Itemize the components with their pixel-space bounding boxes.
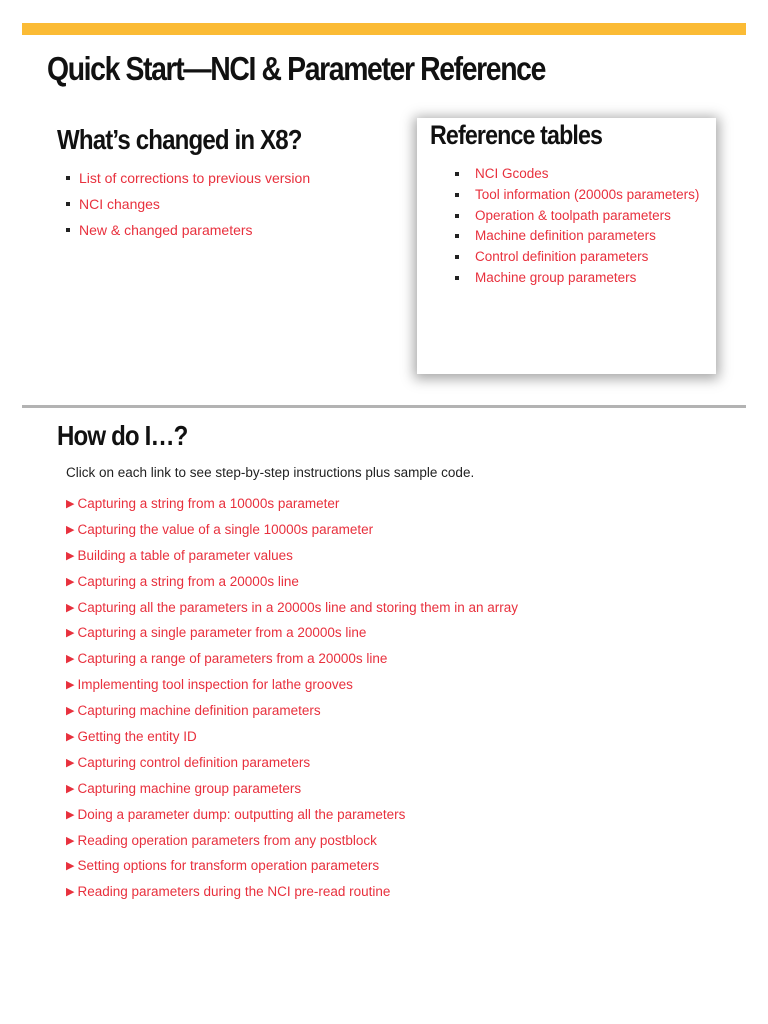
howto-link[interactable]: Capturing a single parameter from a 20000s line: [77, 625, 367, 641]
howto-link[interactable]: Reading operation parameters from any postblock: [77, 832, 377, 848]
bullet-icon: [66, 176, 70, 180]
list-item: [455, 164, 699, 185]
arrow-right-icon: ▶: [66, 886, 75, 899]
list-item: [455, 226, 699, 247]
whats-changed-heading: What’s changed in X8?: [57, 124, 302, 155]
howto-link[interactable]: Getting the entity ID: [77, 728, 197, 744]
list-item: [66, 672, 518, 698]
list-item: [66, 517, 518, 543]
howto-link[interactable]: Capturing a string from a 10000s parameter: [77, 495, 340, 511]
howto-link[interactable]: Capturing control definition parameters: [77, 754, 311, 770]
bullet-icon: [66, 228, 70, 232]
arrow-right-icon: ▶: [66, 756, 75, 769]
machine-group-link[interactable]: Machine group parameters: [475, 269, 637, 285]
list-item: [66, 776, 518, 802]
list-item: [66, 646, 518, 672]
control-definition-link[interactable]: Control definition parameters: [475, 249, 649, 265]
tool-information-link[interactable]: Tool information (20000s parameters): [475, 186, 700, 202]
list-item: [455, 185, 699, 206]
list-item: [66, 853, 518, 879]
list-item: [66, 698, 518, 724]
howto-link[interactable]: Setting options for transform operation parameters: [77, 858, 380, 874]
arrow-right-icon: ▶: [66, 808, 75, 821]
top-accent-bar: [22, 23, 746, 35]
reference-tables-list: [455, 164, 699, 289]
bullet-icon: [455, 172, 459, 176]
reference-tables-heading: Reference tables: [430, 120, 603, 150]
list-item: [455, 206, 699, 227]
list-item: [66, 543, 518, 569]
bullet-icon: [455, 234, 459, 238]
howto-link[interactable]: Capturing a range of parameters from a 20000s line: [77, 651, 388, 667]
bullet-icon: [455, 276, 459, 280]
list-item: [66, 828, 518, 854]
list-item: [66, 569, 518, 595]
machine-definition-link[interactable]: Machine definition parameters: [475, 228, 656, 244]
list-item: [66, 879, 518, 905]
howto-link[interactable]: Capturing machine definition parameters: [77, 703, 321, 719]
arrow-right-icon: ▶: [66, 627, 75, 640]
arrow-right-icon: ▶: [66, 601, 75, 614]
bullet-icon: [455, 255, 459, 259]
arrow-right-icon: ▶: [66, 834, 75, 847]
how-do-i-heading: How do I…?: [57, 420, 188, 451]
changed-parameters-link[interactable]: New & changed parameters: [79, 222, 253, 238]
howto-link[interactable]: Capturing the value of a single 10000s parameter: [77, 521, 374, 537]
section-divider: [22, 405, 746, 408]
howto-link[interactable]: Implementing tool inspection for lathe grooves: [77, 677, 353, 693]
arrow-right-icon: ▶: [66, 523, 75, 536]
arrow-right-icon: ▶: [66, 549, 75, 562]
arrow-right-icon: ▶: [66, 653, 75, 666]
operation-toolpath-link[interactable]: Operation & toolpath parameters: [475, 207, 671, 223]
howto-link[interactable]: Capturing machine group parameters: [77, 780, 302, 796]
whats-changed-list: [66, 168, 310, 246]
arrow-right-icon: ▶: [66, 679, 75, 692]
howto-link[interactable]: Building a table of parameter values: [77, 547, 293, 563]
arrow-right-icon: ▶: [66, 730, 75, 743]
list-item: [455, 268, 699, 289]
arrow-right-icon: ▶: [66, 497, 75, 510]
list-item: [66, 620, 518, 646]
bullet-icon: [66, 202, 70, 206]
arrow-right-icon: ▶: [66, 705, 75, 718]
nci-changes-link[interactable]: NCI changes: [79, 196, 160, 212]
corrections-link[interactable]: List of corrections to previous version: [79, 170, 311, 186]
list-item: [66, 750, 518, 776]
howto-link[interactable]: Capturing a string from a 20000s line: [77, 573, 299, 589]
nci-gcodes-link[interactable]: NCI Gcodes: [475, 166, 549, 181]
arrow-right-icon: ▶: [66, 782, 75, 795]
list-item: [66, 168, 310, 194]
bullet-icon: [455, 214, 459, 218]
list-item: [66, 595, 518, 621]
list-item: [455, 247, 699, 268]
list-item: [66, 194, 310, 220]
list-item: [66, 220, 310, 246]
howto-link[interactable]: Reading parameters during the NCI pre-read routine: [77, 884, 391, 900]
howto-link[interactable]: Capturing all the parameters in a 20000s line and storing them in an array: [77, 599, 518, 615]
list-item: [66, 491, 518, 517]
howto-link[interactable]: Doing a parameter dump: outputting all the parameters: [77, 806, 406, 822]
bullet-icon: [455, 193, 459, 197]
reference-tables-box: [417, 118, 716, 374]
how-do-i-intro: Click on each link to see step-by-step instructions plus sample code.: [66, 465, 475, 480]
how-do-i-list: [66, 491, 518, 905]
list-item: [66, 724, 518, 750]
arrow-right-icon: ▶: [66, 860, 75, 873]
arrow-right-icon: ▶: [66, 575, 75, 588]
page-title: Quick Start—NCI & Parameter Reference: [47, 50, 545, 87]
list-item: [66, 802, 518, 828]
